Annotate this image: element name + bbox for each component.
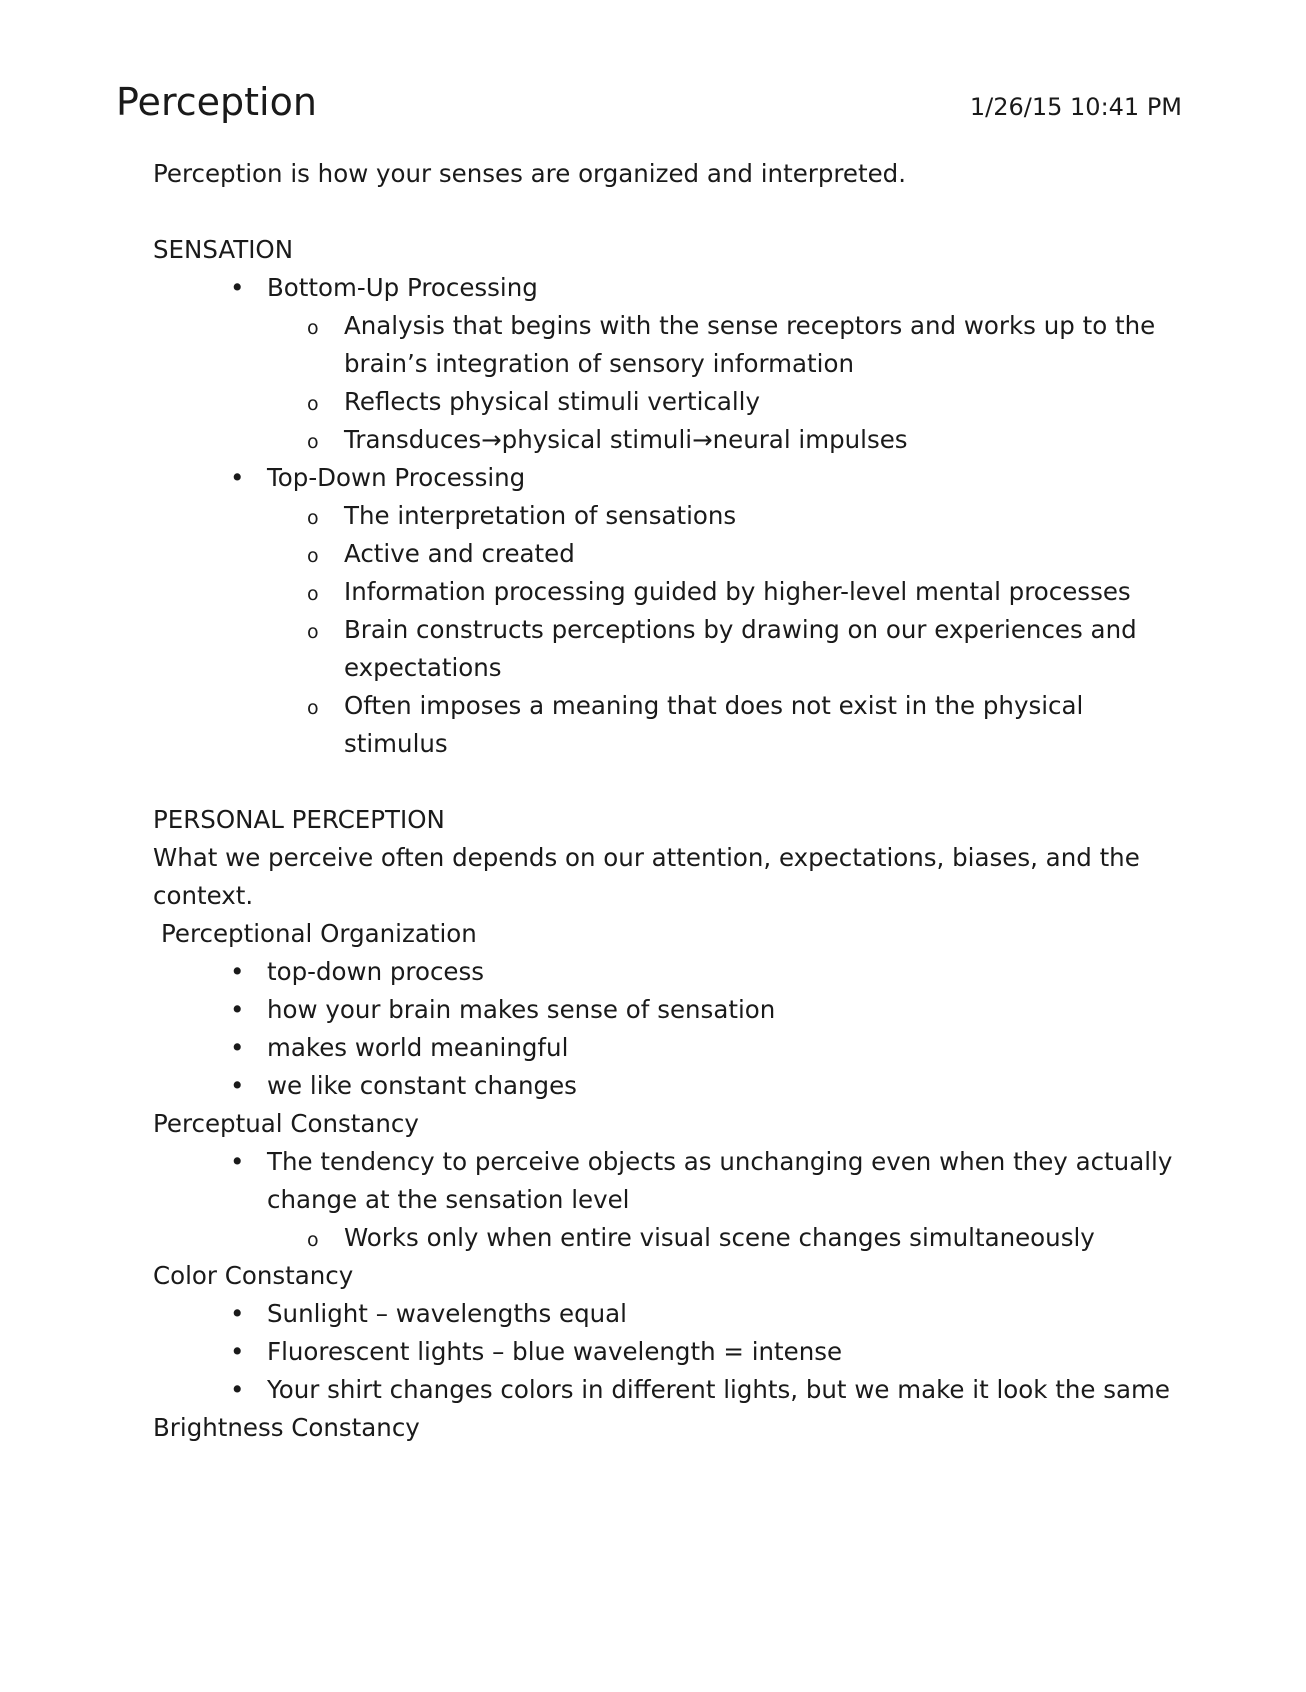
personal-perception-heading: PERSONAL PERCEPTION [153, 805, 445, 834]
list-item [230, 1143, 1173, 1257]
list-item [307, 307, 1173, 383]
color-constancy-list [153, 1295, 1173, 1409]
note-body [153, 155, 1173, 1447]
constancy-list [153, 1143, 1173, 1257]
intro-text: Perception is how your senses are organized and interpreted. [153, 159, 907, 188]
circle-bullet-icon: o [307, 431, 319, 453]
list-item-text: Top-Down Processing [267, 463, 526, 492]
circle-bullet-icon: o [307, 317, 319, 339]
timestamp: 1/26/15 10:41 PM [969, 93, 1182, 121]
list-item [307, 497, 1173, 535]
bullet-icon: • [230, 1337, 245, 1366]
circle-bullet-icon: o [307, 1229, 319, 1251]
list-item [307, 535, 1173, 573]
bullet-icon: • [230, 957, 245, 986]
list-item [307, 421, 1173, 459]
bullet-icon: • [230, 463, 245, 492]
list-item-text: Reflects physical stimuli vertically [344, 387, 760, 416]
sublist [267, 1219, 1173, 1257]
bullet-icon: • [230, 1033, 245, 1062]
list-item-text: The interpretation of sensations [344, 501, 737, 530]
list-item-text: Brain constructs perceptions by drawing on our experiences and expectations [344, 615, 1137, 682]
list-item-text: how your brain makes sense of sensation [267, 995, 776, 1024]
list-item [230, 1295, 1173, 1333]
list-item [307, 687, 1173, 763]
list-item-text: Bottom-Up Processing [267, 273, 538, 302]
sensation-list [153, 269, 1173, 763]
list-item [230, 1029, 1173, 1067]
page-title: Perception [116, 80, 317, 124]
list-item [307, 573, 1173, 611]
list-item-text: The tendency to perceive objects as unchanging even when they actually change at the sensation level [267, 1147, 1173, 1214]
list-item-text: Transduces→physical stimuli→neural impulses [344, 425, 908, 454]
bullet-icon: • [230, 1299, 245, 1328]
list-item-text: Sunlight – wavelengths equal [267, 1299, 627, 1328]
list-item [230, 459, 1173, 763]
circle-bullet-icon: o [307, 583, 319, 605]
circle-bullet-icon: o [307, 393, 319, 415]
personal-perception-intro: What we perceive often depends on our attention, expectations, biases, and the context. [153, 843, 1140, 910]
list-item [230, 1067, 1173, 1105]
list-item [230, 269, 1173, 459]
sensation-heading: SENSATION [153, 235, 294, 264]
list-item-text: Often imposes a meaning that does not exist in the physical stimulus [344, 691, 1084, 758]
brightness-constancy-heading: Brightness Constancy [153, 1413, 420, 1442]
list-item-text: Active and created [344, 539, 575, 568]
circle-bullet-icon: o [307, 507, 319, 529]
list-item-text: makes world meaningful [267, 1033, 569, 1062]
constancy-heading: Perceptual Constancy [153, 1109, 419, 1138]
list-item-text: Works only when entire visual scene changes simultaneously [344, 1223, 1095, 1252]
circle-bullet-icon: o [307, 697, 319, 719]
color-constancy-heading: Color Constancy [153, 1261, 354, 1290]
list-item-text: Analysis that begins with the sense receptors and works up to the brain’s integration of sensory information [344, 311, 1156, 378]
organization-list [153, 953, 1173, 1105]
list-item-text: we like constant changes [267, 1071, 577, 1100]
organization-heading: Perceptional Organization [161, 919, 477, 948]
list-item-text: Fluorescent lights – blue wavelength = intense [267, 1337, 843, 1366]
list-item-text: top-down process [267, 957, 485, 986]
list-item [307, 611, 1173, 687]
bullet-icon: • [230, 273, 245, 302]
list-item [307, 1219, 1173, 1257]
list-item-text: Information processing guided by higher-level mental processes [344, 577, 1131, 606]
circle-bullet-icon: o [307, 621, 319, 643]
list-item [307, 383, 1173, 421]
sublist [267, 497, 1173, 763]
bullet-icon: • [230, 1375, 245, 1404]
list-item [230, 1371, 1173, 1409]
bullet-icon: • [230, 1071, 245, 1100]
list-item [230, 1333, 1173, 1371]
list-item [230, 991, 1173, 1029]
list-item [230, 953, 1173, 991]
sublist [267, 307, 1173, 459]
bullet-icon: • [230, 1147, 245, 1176]
circle-bullet-icon: o [307, 545, 319, 567]
bullet-icon: • [230, 995, 245, 1024]
list-item-text: Your shirt changes colors in different lights, but we make it look the same [267, 1375, 1170, 1404]
